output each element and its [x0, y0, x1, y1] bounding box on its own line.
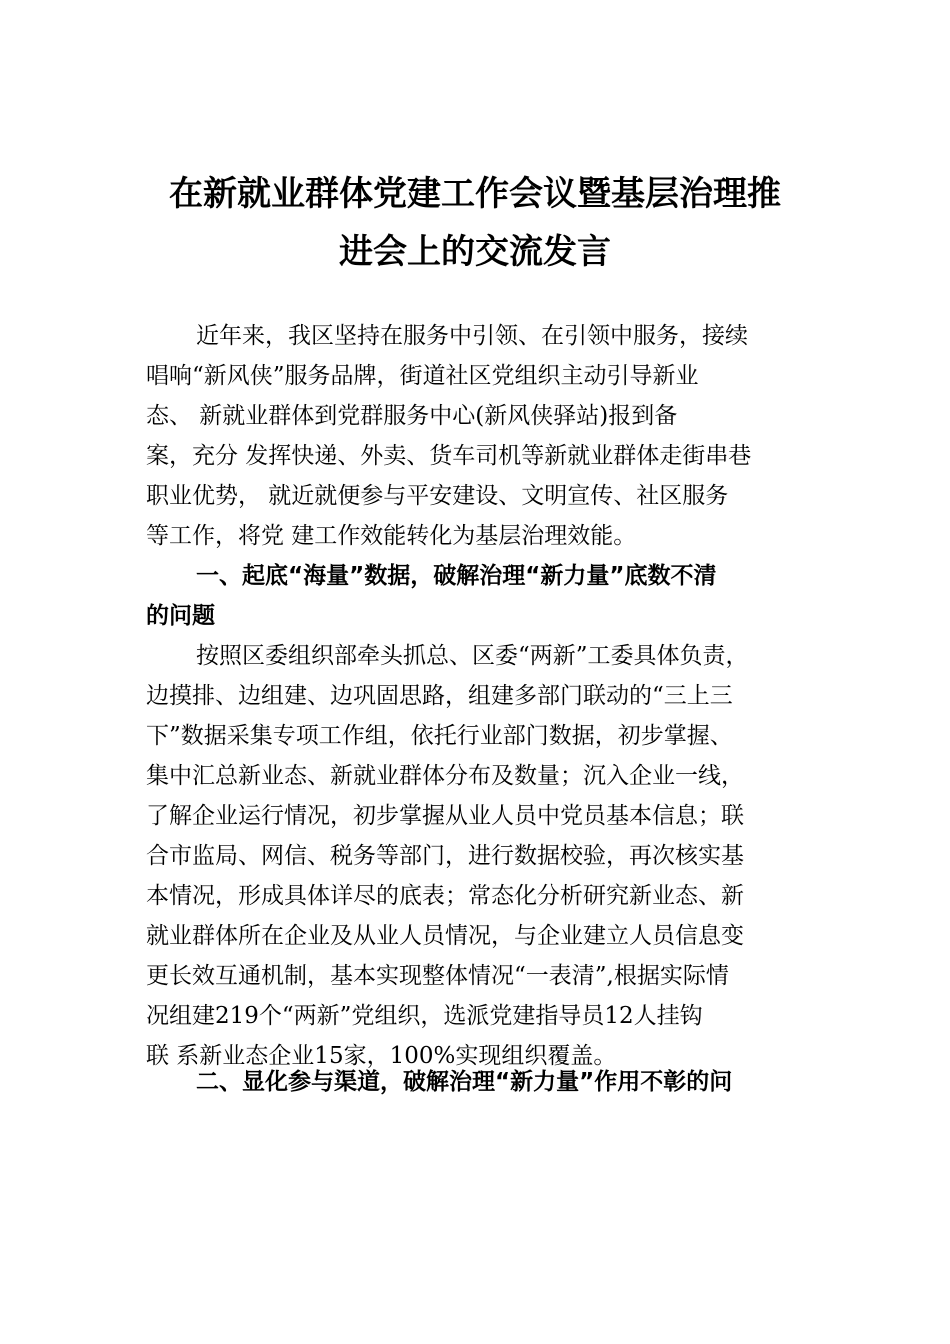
- paragraph-line: 案，充分 发挥快递、外卖、货车司机等新就业群体走街串巷: [146, 443, 752, 469]
- section-heading-1: [146, 556, 806, 636]
- paragraph-line: 下”数据采集专项工作组，依托行业部门数据，初步掌握、: [146, 723, 733, 749]
- paragraph-line: 就业群体所在企业及从业人员情况，与企业建立人员信息变: [146, 923, 744, 949]
- paragraph-line: 合市监局、网信、税务等部门，进行数据校验，再次核实基: [146, 843, 744, 869]
- intro-paragraph: [146, 316, 806, 556]
- paragraph-line: 集中汇总新业态、新就业群体分布及数量；沉入企业一线，: [146, 763, 744, 789]
- paragraph-line: 近年来，我区坚持在服务中引领、在引领中服务，接续: [196, 323, 748, 349]
- paragraph-line: 唱响“新风侠”服务品牌，街道社区党组织主动引导新业: [146, 363, 699, 389]
- title-line: 进会上的交流发言: [339, 232, 611, 272]
- title-line: 在新就业群体党建工作会议暨基层治理推: [169, 174, 781, 214]
- paragraph-line: 本情况，形成具体详尽的底表；常态化分析研究新业态、新: [146, 883, 744, 909]
- paragraph-line: 边摸排、边组建、边巩固思路，组建多部门联动的“三上三: [146, 683, 733, 709]
- heading-line: 二、显化参与渠道，破解治理“新力量”作用不彰的问: [196, 1069, 733, 1095]
- heading-line: 一、起底“海量”数据，破解治理“新力量”底数不清: [196, 563, 717, 589]
- paragraph-line: 按照区委组织部牵头抓总、区委“两新”工委具体负责，: [196, 643, 749, 669]
- paragraph-line: 况组建219个“两新”党组织，选派党建指导员12人挂钩: [146, 1003, 703, 1029]
- section-heading-2: [146, 1062, 806, 1102]
- document-title: [100, 165, 850, 281]
- paragraph-line: 了解企业运行情况，初步掌握从业人员中党员基本信息；联: [146, 803, 744, 829]
- paragraph-line: 等工作，将党 建工作效能转化为基层治理效能。: [146, 523, 637, 549]
- paragraph-line: 更长效互通机制，基本实现整体情况“一表清”,根据实际情: [146, 963, 729, 989]
- paragraph-line: 职业优势， 就近就便参与平安建设、文明宣传、社区服务: [146, 483, 729, 509]
- paragraph-line: 联 系新业态企业15家，100%实现组织覆盖。: [146, 1043, 617, 1069]
- paragraph-line: 态、 新就业群体到党群服务中心(新风侠驿站)报到备: [146, 403, 678, 429]
- section-1-paragraph: [146, 636, 806, 1076]
- heading-line: 的问题: [146, 603, 215, 629]
